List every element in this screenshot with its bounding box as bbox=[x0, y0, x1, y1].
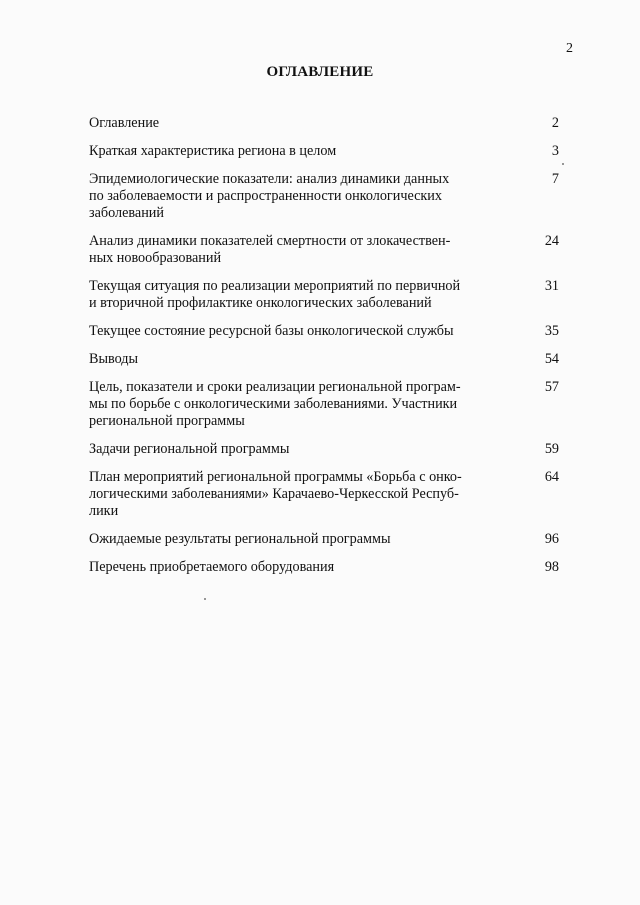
toc-entry-page: 64 bbox=[544, 469, 559, 485]
toc-entry[interactable] bbox=[89, 278, 559, 312]
toc-entry-title: Перечень приобретаемого оборудования bbox=[89, 559, 335, 575]
toc-entry[interactable] bbox=[89, 379, 559, 430]
toc-entry-title: Задачи региональной программы bbox=[89, 441, 290, 457]
toc-entry-page: 2 bbox=[551, 115, 559, 131]
toc-entry-title: Оглавление bbox=[89, 115, 160, 131]
toc-entry-title: Эпидемиологические показатели: анализ динамики данных по заболеваемости и распространенности онкологических заболеваний bbox=[89, 171, 450, 221]
page-number: 2 bbox=[566, 41, 573, 56]
toc-entry-title: Текущее состояние ресурсной базы онкологической службы bbox=[89, 323, 454, 339]
toc-entry-page: 31 bbox=[544, 278, 559, 294]
toc-entry[interactable] bbox=[89, 233, 559, 267]
toc-entry[interactable] bbox=[89, 143, 559, 160]
toc-entry[interactable] bbox=[89, 469, 559, 520]
toc-entry-title: Ожидаемые результаты региональной программы bbox=[89, 531, 391, 547]
toc-entry[interactable] bbox=[89, 559, 559, 576]
toc-entry-title: План мероприятий региональной программы «Борьба с онко- логическими заболеваниями» Карачаево-Черкесской Респуб- лики bbox=[89, 469, 462, 519]
toc-entry[interactable] bbox=[89, 531, 559, 548]
toc-entry-title: Текущая ситуация по реализации мероприятий по первичной и вторичной профилактике онкологических заболеваний bbox=[89, 278, 461, 311]
toc-entry-page: 98 bbox=[544, 559, 559, 575]
toc-entry-page: 3 bbox=[551, 143, 559, 159]
scan-speck bbox=[204, 598, 206, 600]
toc-entry[interactable] bbox=[89, 171, 559, 222]
toc-entry[interactable] bbox=[89, 351, 559, 368]
toc-entry-title: Анализ динамики показателей смертности от злокачествен- ных новообразований bbox=[89, 233, 451, 266]
toc-entry-page: 35 bbox=[544, 323, 559, 339]
toc-entry[interactable] bbox=[89, 323, 559, 340]
toc-entry-title: Цель, показатели и сроки реализации региональной програм- мы по борьбе с онкологическими заболеваниями. Участники региональной программы bbox=[89, 379, 461, 429]
table-of-contents bbox=[89, 115, 559, 587]
toc-entry-page: 54 bbox=[544, 351, 559, 367]
toc-entry[interactable] bbox=[89, 441, 559, 458]
page-title: ОГЛАВЛЕНИЕ bbox=[266, 64, 374, 80]
toc-entry-page: 24 bbox=[544, 233, 559, 249]
toc-entry-page: 57 bbox=[544, 379, 559, 395]
toc-entry-page: 59 bbox=[544, 441, 559, 457]
toc-entry-page: 96 bbox=[544, 531, 559, 547]
scan-speck bbox=[562, 163, 564, 165]
toc-entry-title: Выводы bbox=[89, 351, 139, 367]
toc-entry-page: 7 bbox=[551, 171, 559, 187]
toc-entry[interactable] bbox=[89, 115, 559, 132]
toc-entry-title: Краткая характеристика региона в целом bbox=[89, 143, 337, 159]
